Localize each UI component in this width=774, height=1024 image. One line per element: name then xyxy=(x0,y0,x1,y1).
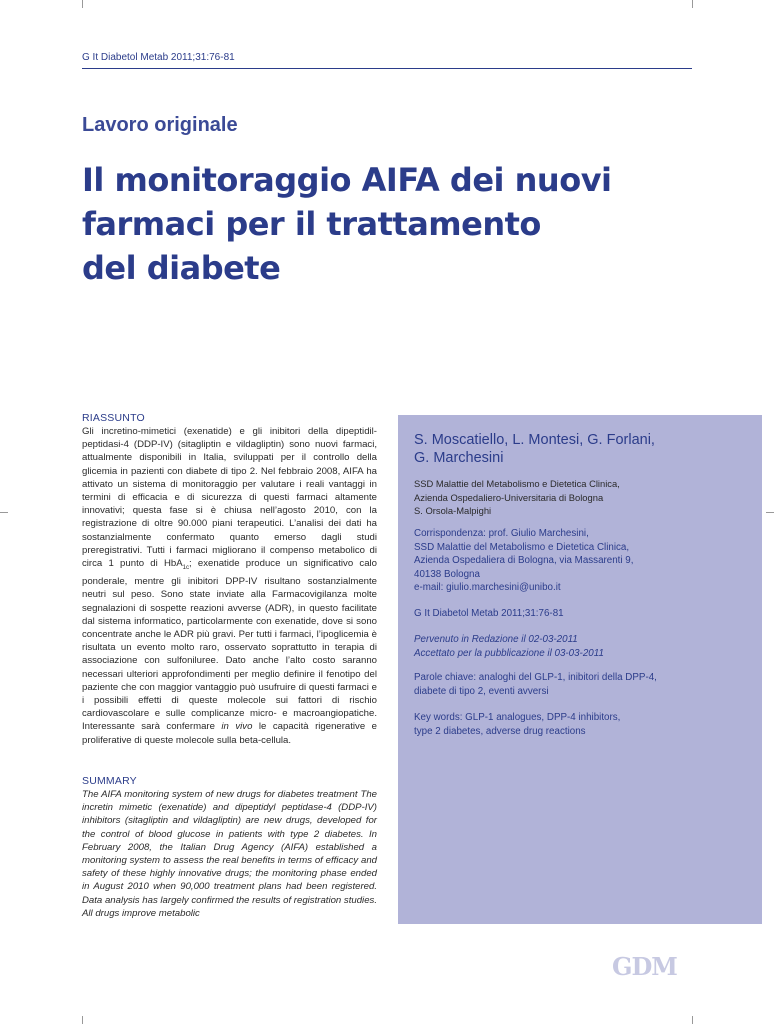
affiliation xyxy=(414,477,754,518)
journal-header: G It Diabetol Metab 2011;31:76-81 xyxy=(82,52,235,63)
riassunto-text xyxy=(82,425,377,747)
submission-dates xyxy=(414,633,754,660)
riassunto-text-part: ; exenatide produce un significativo calo ponderale, mentre gli inibitori DPP-IV risultano sostanzialmente neutri sul peso. Sono state inviate alla Farmacovigilanza molte segnalazioni di sospette reazioni avverse (ADR), in questo facilitate dal sistema informatico, particolarmente con exenatide, dove si sono concentrate anche le ADR più gravi. Per tutti i farmaci, l’ipoglicemia è risultata un evento molto raro, osservato soprattutto in terapia di associazione con sulfoniluree. Dato anche l’alto costo saranno necessari ulteriori approfondimenti per meglio definire il fenotipo del paziente che con maggior vantaggio può usufruire di questi farmaci e i possibili effetti di queste molecole sui fattori di rischio cardiovascolare e sulle complicanze micro- e macroangiopatiche. Interessante sarà confermare xyxy=(82,558,377,733)
correspondence-line: 40138 Bologna xyxy=(414,568,480,580)
riassunto-text-part: Gli incretino-mimetici (exenatide) e gli inibitori della dipeptidil-peptidasi-4 (DDP-IV) (sitagliptin e vildagliptin) sono nuovi farmaci, attualmente disponibili in Italia, sviluppati per il controllo della glicemia in pazienti con diabete di tipo 2. Nel febbraio 2008, AIFA ha attivato un sistema di monitoraggio per valutare i reali vantaggi in termini di efficacia e di sicurezza di questi farmaci altamente innovativi; questa fase si è chiusa nell’agosto 2010, con la registrazione di oltre 90.000 piani terapeutici. L’analisi dei dati ha sostanzialmente confermato quanto emerso dagli studi preregistrativi. Tutti i farmaci migliorano il compenso metabolico di circa 1 punto di HbA xyxy=(82,426,377,570)
riassunto-heading: RIASSUNTO xyxy=(82,412,145,424)
citation: G It Diabetol Metab 2011;31:76-81 xyxy=(414,608,564,619)
crop-mark xyxy=(692,0,693,8)
date-line: Accettato per la pubblicazione il 03-03-2011 xyxy=(414,647,604,659)
keywords-italian xyxy=(414,671,754,698)
title-line: del diabete xyxy=(82,249,281,287)
keywords-line: type 2 diabetes, adverse drug reactions xyxy=(414,725,586,737)
crop-mark xyxy=(82,1016,83,1024)
summary-text: The AIFA monitoring system of new drugs for diabetes treatment The incretin mimetic (exenatide) and dipeptidyl peptidase-4 (DDP-IV) inhibitors (sitagliptin and vildagliptin) are new drugs, developed for the control of blood glucose in patients with type 2 diabetes. In February 2008, the Italian Drug Agency (AIFA) established a monitoring system to assess the real benefits in terms of efficacy and safety of these highly innovative drugs; the monitoring phase ended in August 2010 when 90,000 treatment plans had been registered. Data analysis has largely confirmed the results of registration studies. All drugs improve metabolic xyxy=(82,789,377,919)
date-line: Pervenuto in Redazione il 02-03-2011 xyxy=(414,634,578,645)
subscript: 1c xyxy=(182,564,190,571)
summary-heading: SUMMARY xyxy=(82,775,137,787)
article-info-box xyxy=(398,415,762,924)
riassunto-text-part: le capacità rigenerative e proliferative di queste molecole sulla beta-cellula. xyxy=(82,721,378,746)
title-line: Il monitoraggio AIFA dei nuovi xyxy=(82,161,612,199)
keywords-english xyxy=(414,711,754,738)
crop-mark xyxy=(766,512,774,513)
correspondence xyxy=(414,527,754,595)
section-label: Lavoro originale xyxy=(82,114,238,136)
correspondence-line: Corrispondenza: prof. Giulio Marchesini, xyxy=(414,528,589,539)
authors-line: S. Moscatiello, L. Montesi, G. Forlani, xyxy=(414,432,655,448)
riassunto-section xyxy=(82,412,377,747)
gdm-logo: GDM xyxy=(612,952,677,981)
crop-mark xyxy=(82,0,83,8)
keywords-line: diabete di tipo 2, eventi avversi xyxy=(414,685,549,697)
correspondence-email[interactable]: e-mail: giulio.marchesini@unibo.it xyxy=(414,582,561,593)
in-vivo-italic: in vivo xyxy=(221,721,253,733)
crop-mark xyxy=(0,512,8,513)
authors-line: G. Marchesini xyxy=(414,450,504,466)
affiliation-line: Azienda Ospedaliero-Universitaria di Bologna xyxy=(414,491,604,503)
article-title xyxy=(82,158,682,290)
authors xyxy=(414,431,754,467)
correspondence-line: SSD Malattie del Metabolismo e Dietetica Clinica, xyxy=(414,541,630,553)
summary-section xyxy=(82,775,377,920)
crop-mark xyxy=(692,1016,693,1024)
keywords-line: Parole chiave: analoghi del GLP-1, inibitori della DPP-4, xyxy=(414,672,657,683)
affiliation-line: S. Orsola-Malpighi xyxy=(414,505,492,516)
keywords-line: Key words: GLP-1 analogues, DPP-4 inhibitors, xyxy=(414,712,621,723)
header-rule xyxy=(82,68,692,69)
affiliation-line: SSD Malattie del Metabolismo e Dietetica Clinica, xyxy=(414,478,620,489)
correspondence-line: Azienda Ospedaliera di Bologna, via Massarenti 9, xyxy=(414,555,634,566)
title-line: farmaci per il trattamento xyxy=(82,205,541,243)
